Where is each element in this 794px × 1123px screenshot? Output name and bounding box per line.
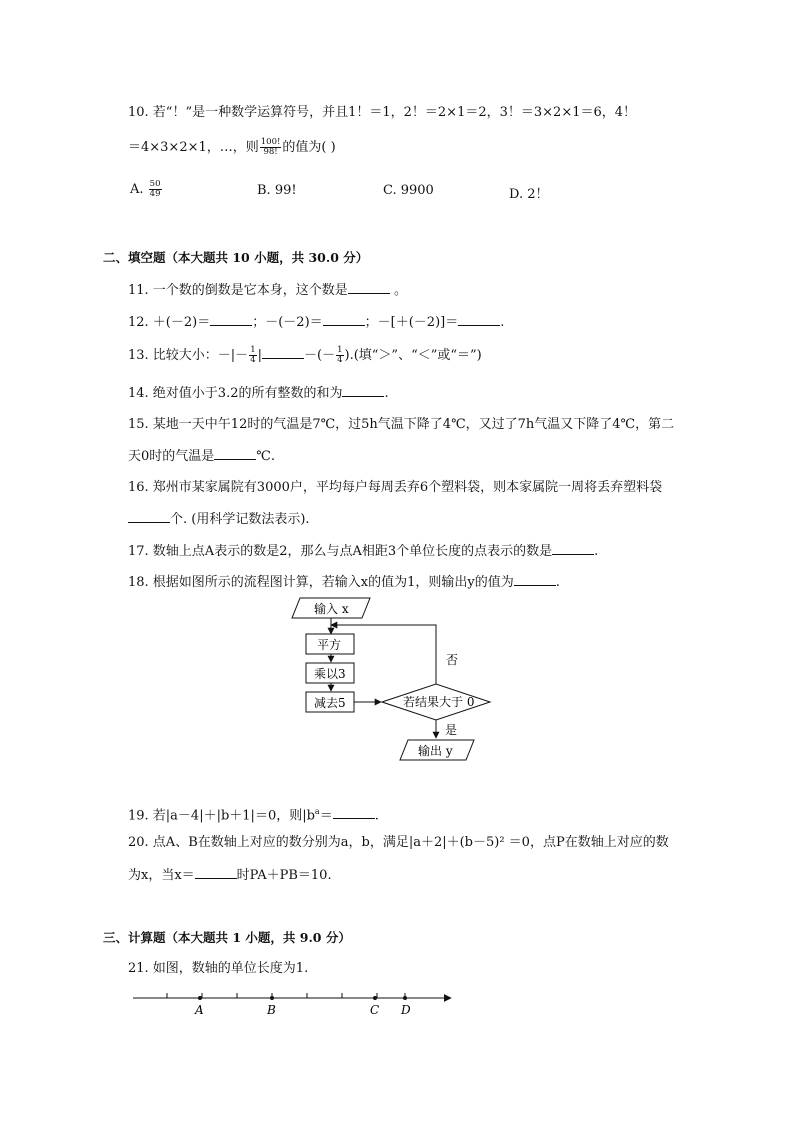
q13-fraction-1 [249, 346, 256, 365]
q13-frac1-den: 4 [250, 355, 256, 365]
point-c [373, 996, 377, 1000]
q18 [128, 573, 560, 592]
q12 [128, 313, 504, 332]
q16-line1: 16. 郑州市某家属院有3000户，平均每户每周丢弃6个塑料袋，则本家属院一周将丢弃塑料袋 [128, 480, 663, 495]
q10-option-d: D. 2！ [509, 187, 549, 202]
q14 [128, 384, 389, 403]
q10-option-a-label: A. [130, 182, 144, 197]
q18-blank [514, 573, 556, 586]
q16-line2-text: 个. (用科学记数法表示). [170, 512, 310, 527]
q19-blank [333, 806, 375, 819]
q17 [128, 542, 598, 561]
q10-option-c: C. 9900 [383, 183, 434, 198]
q13-pre: 13. 比较大小：－|－ [128, 348, 249, 363]
flow-multiply-label: 乘以3 [314, 667, 346, 681]
q17-blank [552, 542, 594, 555]
q13-blank [262, 346, 304, 359]
q11-text: 11. 一个数的倒数是它本身，这个数是 [128, 283, 348, 298]
q13 [128, 346, 482, 365]
q12-end: . [500, 315, 505, 330]
q16-line2 [128, 510, 310, 529]
q12-part1: 12. ＋(－2)＝ [128, 315, 211, 330]
q13-frac2-num: 1 [337, 345, 343, 355]
flow-yes-label: 是 [445, 723, 458, 737]
q12-part3: ；－[＋(－2)]＝ [364, 315, 459, 330]
q15-line1: 15. 某地一天中午12时的气温是7℃，过5h气温下降了4℃，又过了7h气温又下降了4℃，第二 [128, 417, 675, 432]
q13-fraction-2 [336, 346, 343, 365]
q15-line2 [128, 447, 275, 466]
point-d [403, 996, 407, 1000]
q11-blank [348, 281, 390, 294]
q10-line1: 10. 若“！”是一种数学运算符号，并且1！＝1，2！＝2×1＝2，3！＝3×2×1＝6，4！ [128, 105, 637, 120]
q20-line2-text: 为x，当x＝ [128, 868, 195, 883]
label-b: B [267, 1003, 276, 1017]
q13-frac1-num: 1 [250, 345, 256, 355]
q10-frac-den: 98! [263, 147, 278, 157]
q10-option-b: B. 99! [257, 183, 297, 198]
point-a [198, 996, 202, 1000]
q20-line2-end: 时PA＋PB＝10. [236, 868, 332, 883]
label-c: C [370, 1003, 380, 1017]
q10-option-a-den: 49 [149, 189, 161, 199]
q10-option-a-fraction [149, 180, 162, 199]
flowchart [290, 592, 510, 767]
q13-frac2-den: 4 [337, 355, 343, 365]
q10-option-a-num: 50 [149, 179, 161, 189]
q15-blank [214, 447, 256, 460]
section2-title: 二、填空题（本大题共 10 小题，共 30.0 分） [103, 250, 369, 265]
label-a: A [195, 1003, 204, 1017]
flow-output-label: 输出 y [418, 744, 453, 758]
q15-line2-text: 天0时的气温是 [128, 449, 215, 464]
q10-line2 [128, 138, 336, 157]
q14-blank [342, 384, 384, 397]
q17-text: 17. 数轴上点A表示的数是2，那么与点A相距3个单位长度的点表示的数是 [128, 544, 553, 559]
q20-line2 [128, 866, 332, 885]
q19 [128, 803, 379, 825]
q10-line2-pre: ＝4×3×2×1，…，则 [128, 140, 259, 155]
q11-end: 。 [389, 283, 407, 298]
q12-part2: ；－(－2)＝ [252, 315, 323, 330]
q12-blank-1 [210, 313, 252, 326]
flow-subtract-label: 减去5 [314, 696, 346, 710]
q15-line2-end: ℃. [256, 449, 275, 464]
q19-end: . [374, 808, 379, 824]
section3-title: 三、计算题（本大题共 1 小题，共 9.0 分） [103, 930, 351, 945]
q19-text: 19. 若|a－4|＋|b＋1|＝0，则|b [128, 808, 315, 824]
q10-fraction [260, 138, 282, 157]
q20-blank [195, 866, 237, 879]
q19-exponent: a [314, 807, 320, 816]
q18-text: 18. 根据如图所示的流程图计算，若输入x的值为1，则输出y的值为 [128, 575, 514, 590]
q14-text: 14. 绝对值小于3.2的所有整数的和为 [128, 386, 343, 401]
q10-line2-post: 的值为( ) [282, 140, 336, 155]
q14-end: . [384, 386, 389, 401]
q18-end: . [555, 575, 560, 590]
q13-post: ).(填“＞”、“＜”或“＝”) [344, 348, 482, 363]
q10-frac-num: 100! [260, 137, 281, 147]
q19-equals: ＝ [319, 808, 333, 824]
q16-blank [128, 510, 170, 523]
q17-end: . [594, 544, 599, 559]
label-d: D [401, 1003, 411, 1017]
q21: 21. 如图，数轴的单位长度为1. [128, 961, 309, 976]
flow-square-label: 平方 [317, 638, 342, 652]
flow-no-label: 否 [446, 653, 459, 667]
flow-decision-label: 若结果大于 0 [403, 695, 475, 709]
q12-blank-2 [323, 313, 365, 326]
q12-blank-3 [458, 313, 500, 326]
q10-option-a [130, 180, 163, 199]
number-line-ticks [167, 993, 405, 998]
flow-input-label: 输入 x [314, 602, 349, 616]
number-line [125, 985, 465, 1025]
q13-abs-close: | [257, 348, 262, 363]
q13-mid: －(－ [304, 348, 336, 363]
q20-line1: 20. 点A、B在数轴上对应的数分别为a，b，满足|a＋2|＋(b－5)² ＝0，点P在数轴上对应的数 [128, 835, 669, 850]
point-b [270, 996, 274, 1000]
q11 [128, 281, 407, 300]
